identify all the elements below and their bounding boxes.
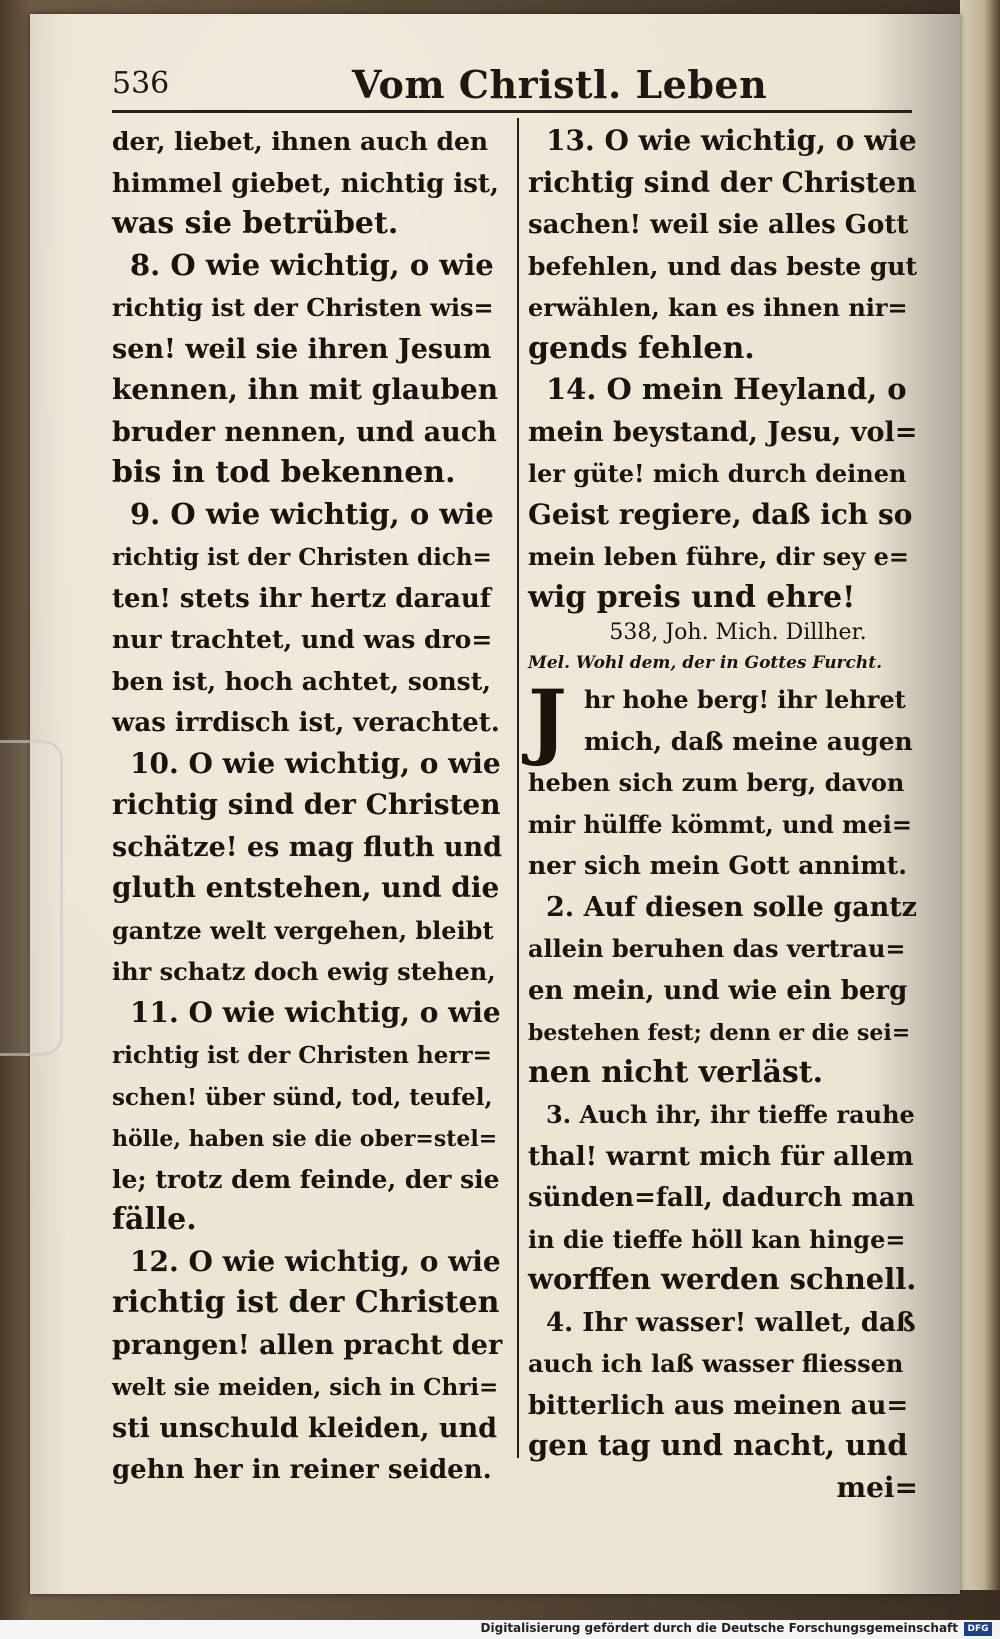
- next-page-edge: [960, 0, 1000, 1590]
- text-line: was irrdisch ist, verachtet.: [112, 708, 500, 738]
- header-rule: [112, 110, 912, 113]
- text-line: richtig sind der Christen: [112, 788, 501, 821]
- page-number: 536: [112, 66, 170, 101]
- text-line: 12. O wie wichtig, o wie: [130, 1244, 501, 1278]
- right-column-bottom: [528, 761, 918, 1467]
- text-line: 9. O wie wichtig, o wie: [130, 496, 494, 531]
- text-line: sünden=fall, dadurch man: [528, 1183, 915, 1213]
- text-line: sti unschuld kleiden, und: [112, 1412, 498, 1444]
- text-line: gends fehlen.: [528, 330, 755, 366]
- text-line: ner sich mein Gott annimt.: [528, 851, 907, 880]
- text-line: bitterlich aus meinen au=: [528, 1390, 909, 1421]
- hymn-second-line: mich, daß meine augen: [584, 726, 913, 756]
- text-line: nur trachtet, und was dro=: [112, 625, 493, 654]
- text-line: prangen! allen pracht der: [112, 1329, 503, 1361]
- text-line: was sie betrübet.: [112, 206, 399, 241]
- page-header: [112, 62, 912, 110]
- text-line: mein leben führe, dir sey e=: [528, 542, 910, 571]
- text-line: 13. O wie wichtig, o wie: [546, 124, 917, 157]
- funding-credit: Digitalisierung gefördert durch die Deutsche Forschungsgemeinschaft: [480, 1621, 958, 1635]
- text-line: 2. Auf diesen solle gantz: [546, 891, 918, 923]
- text-line: mein beystand, Jesu, vol=: [528, 416, 918, 448]
- text-line: richtig ist der Christen herr=: [112, 1042, 492, 1069]
- bookmark-clip: [0, 740, 63, 1056]
- text-line: nen nicht verläst.: [528, 1054, 824, 1090]
- text-line: allein beruhen das vertrau=: [528, 934, 906, 963]
- dfg-logo: DFG: [964, 1622, 992, 1636]
- text-line: 8. O wie wichtig, o wie: [130, 247, 494, 282]
- text-line: ten! stets ihr hertz darauf: [112, 583, 491, 614]
- text-line: welt sie meiden, sich in Chri=: [112, 1374, 499, 1401]
- text-line: auch ich laß wasser fliessen: [528, 1349, 904, 1378]
- text-line: bruder nennen, und auch: [112, 416, 497, 448]
- catchword: mei=: [836, 1470, 918, 1504]
- text-line: richtig ist der Christen: [112, 1285, 500, 1320]
- hymn-opening: [528, 673, 918, 769]
- text-line: 4. Ihr wasser! wallet, daß: [546, 1307, 916, 1338]
- text-line: en mein, und wie ein berg: [528, 975, 908, 1006]
- text-line: hölle, haben sie die ober=stel=: [112, 1126, 498, 1152]
- text-line: sen! weil sie ihren Jesum: [112, 333, 492, 365]
- text-line: richtig ist der Christen dich=: [112, 544, 492, 571]
- text-line: ben ist, hoch achtet, sonst,: [112, 666, 492, 696]
- text-line: worffen werden schnell.: [528, 1262, 917, 1296]
- text-line: schätze! es mag fluth und: [112, 831, 503, 863]
- text-line: richtig ist der Christen wis=: [112, 293, 494, 322]
- running-title: Vom Christl. Leben: [352, 62, 768, 107]
- text-line: 14. O mein Heyland, o: [546, 372, 907, 406]
- text-line: gluth entstehen, und die: [112, 871, 500, 904]
- hymn-first-line: hr hohe berg! ihr lehret: [584, 685, 906, 714]
- text-line: heben sich zum berg, davon: [528, 768, 905, 797]
- text-line: 11. O wie wichtig, o wie: [130, 995, 501, 1029]
- right-column: [528, 120, 918, 1508]
- digitization-footer: [0, 1620, 1000, 1639]
- drop-cap: J: [528, 673, 567, 769]
- column-rule: [517, 118, 519, 1458]
- text-line: kennen, ihn mit glauben: [112, 373, 499, 406]
- text-line: richtig sind der Christen: [528, 165, 917, 199]
- melody-line: Mel. Wohl dem, der in Gottes Furcht.: [528, 653, 882, 673]
- text-line: bestehen fest; denn er die sei=: [528, 1020, 911, 1046]
- text-line: Geist regiere, daß ich so: [528, 497, 913, 531]
- text-line: ler güte! mich durch deinen: [528, 459, 907, 488]
- text-line: gen tag und nacht, und: [528, 1428, 908, 1462]
- text-line: schen! über sünd, tod, teufel,: [112, 1083, 493, 1111]
- text-line: gantze welt vergehen, bleibt: [112, 915, 494, 945]
- text-line: sachen! weil sie alles Gott: [528, 210, 909, 240]
- right-column-top: [528, 120, 918, 618]
- text-line: himmel giebet, nichtig ist,: [112, 168, 499, 199]
- left-column: [112, 120, 502, 1490]
- text-line: der, liebet, ihnen auch den: [112, 127, 489, 156]
- text-line: thal! warnt mich für allem: [528, 1141, 914, 1172]
- text-line: erwählen, kan es ihnen nir=: [528, 293, 908, 322]
- text-line: gehn her in reiner seiden.: [112, 1455, 492, 1485]
- text-line: le; trotz dem feinde, der sie: [112, 1164, 500, 1194]
- text-line: mir hülffe kömmt, und mei=: [528, 809, 912, 839]
- text-line: ihr schatz doch ewig stehen,: [112, 957, 496, 986]
- hymn-number: 538, Joh. Mich. Dillher.: [609, 620, 867, 645]
- text-line: befehlen, und das beste gut: [528, 251, 918, 281]
- text-line: bis in tod bekennen.: [112, 455, 456, 490]
- text-line: 10. O wie wichtig, o wie: [130, 746, 501, 780]
- text-line: 3. Auch ihr, ihr tieffe rauhe: [546, 1100, 915, 1129]
- text-line: fälle.: [112, 1202, 197, 1237]
- text-line: wig preis und ehre!: [528, 579, 856, 615]
- text-line: in die tieffe höll kan hinge=: [528, 1224, 906, 1254]
